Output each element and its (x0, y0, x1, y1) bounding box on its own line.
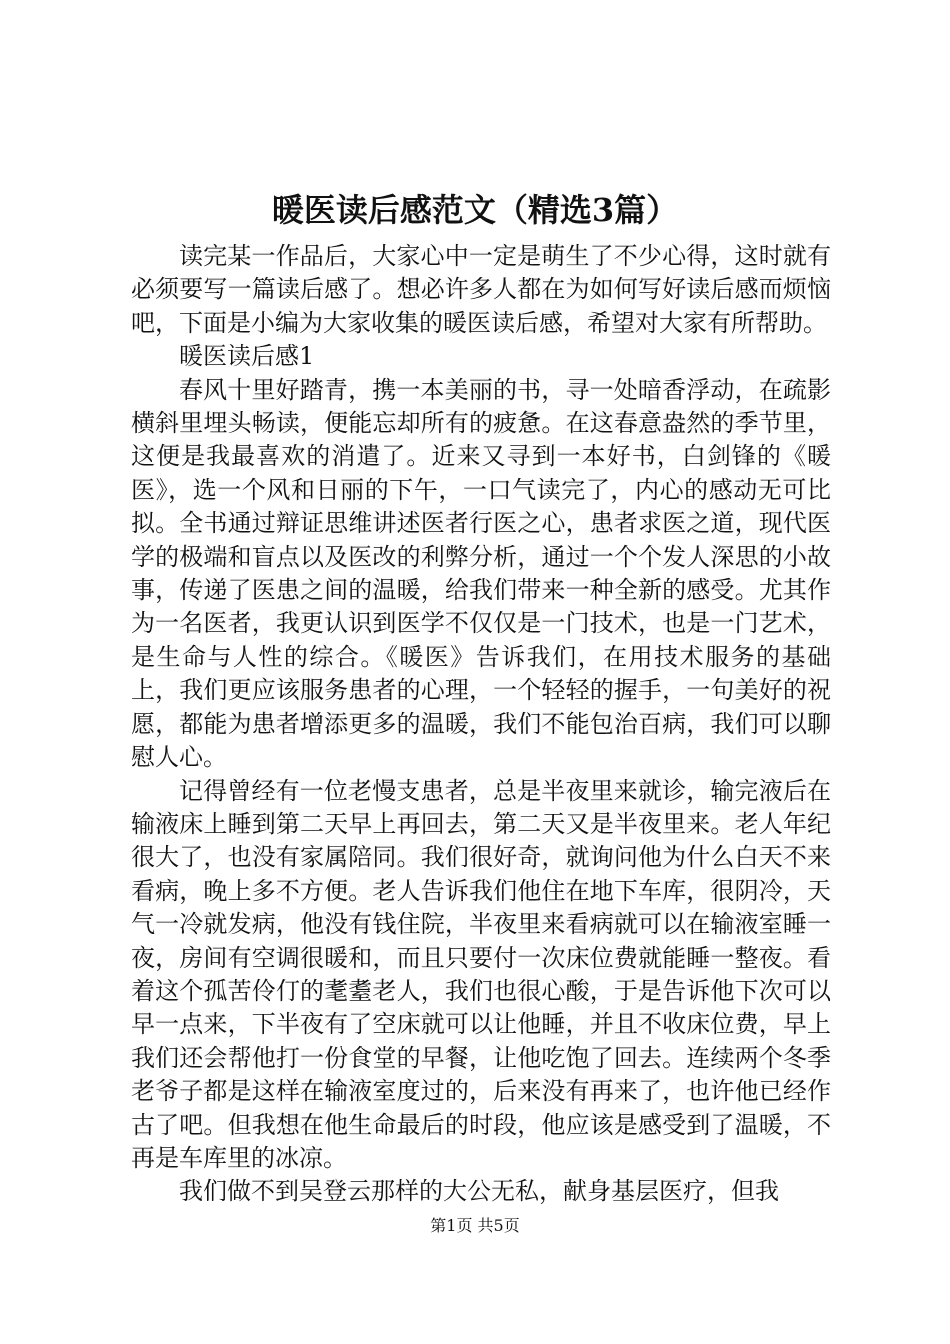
document-title: 暖医读后感范文（精选3篇） (271, 191, 679, 229)
intro-paragraph: 读完某一作品后，大家心中一定是萌生了不少心得，这时就有必须要写一篇读后感了。想必许多人都在为如何写好读后感而烦恼吧，下面是小编为大家收集的暖医读后感，希望对大家有所帮助。 (131, 242, 831, 337)
body-paragraph: 我们做不到吴登云那样的大公无私，献身基层医疗，但我 (179, 1177, 779, 1206)
document-body (131, 240, 831, 1209)
page-footer: 第1页 共5页 (430, 1216, 520, 1235)
body-paragraph: 记得曾经有一位老慢支患者，总是半夜里来就诊，输完液后在输液床上睡到第二天早上再回去，第二天又是半夜里来。老人年纪很大了，也没有家属陪同。我们很好奇，就询问他为什么白天不来看病，晚上多不方便。老人告诉我们他住在地下车库，很阴冷，天气一冷就发病，他没有钱住院，半夜里来看病就可以在输液室睡一夜，房间有空调很暖和，而且只要付一次床位费就能睡一整夜。看着这个孤苦伶仃的耄耋老人，我们也很心酸，于是告诉他下次可以早一点来，下半夜有了空床就可以让他睡，并且不收床位费，早上我们还会帮他打一份食堂的早餐，让他吃饱了回去。连续两个冬季老爷子都是这样在输液室度过的，后来没有再来了，也许他已经作古了吧。但我想在他生命最后的时段，他应该是感受到了温暖，不再是车库里的冰凉。 (131, 776, 831, 1172)
body-paragraph: 春风十里好踏青，携一本美丽的书，寻一处暗香浮动，在疏影横斜里埋头畅读，便能忘却所有的疲惫。在这春意盎然的季节里，这便是我最喜欢的消遣了。近来又寻到一本好书，白剑锋的《暖医》，选一个风和日丽的下午，一口气读完了，内心的感动无可比拟。全书通过辩证思维讲述医者行医之心，患者求医之道，现代医学的极端和盲点以及医改的利弊分析，通过一个个发人深思的小故事，传递了医患之间的温暖，给我们带来一种全新的感受。尤其作为一名医者，我更认识到医学不仅仅是一门技术，也是一门艺术，是生命与人性的综合。《暖医》告诉我们，在用技术服务的基础上，我们更应该服务患者的心理，一个轻轻的握手，一句美好的祝愿，都能为患者增添更多的温暖，我们不能包治百病，我们可以聊慰人心。 (131, 375, 831, 772)
section-heading: 暖医读后感1 (179, 342, 315, 371)
